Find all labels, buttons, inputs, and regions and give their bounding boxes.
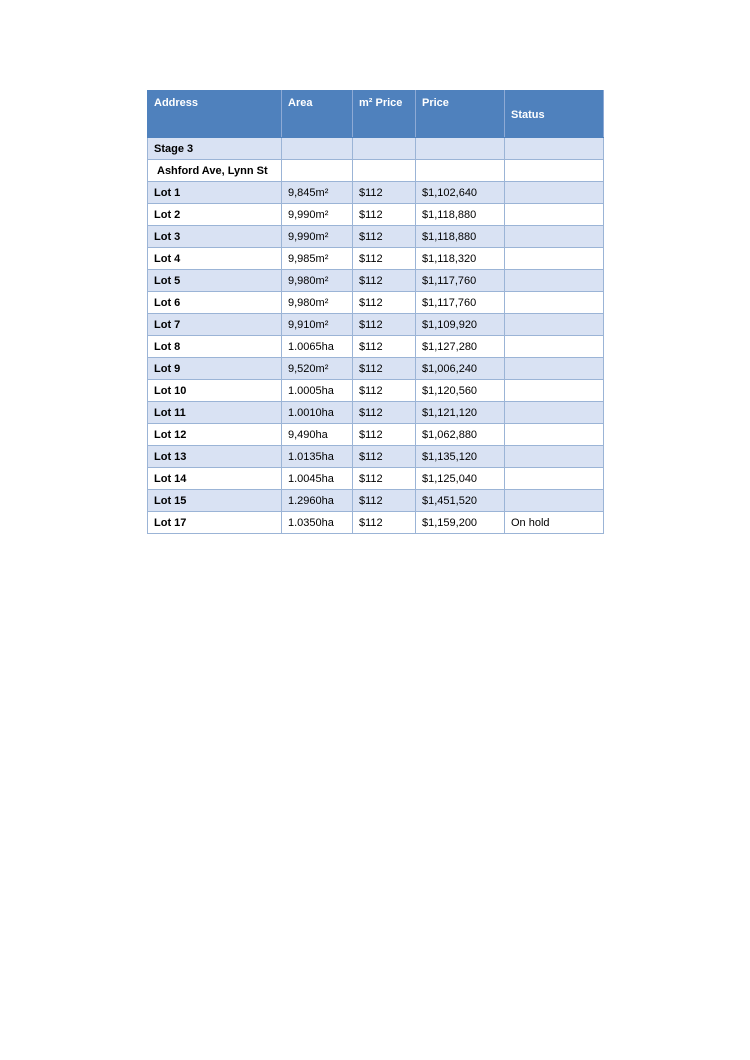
area-cell: 9,910m² <box>282 314 353 336</box>
m2-price-cell: $112 <box>353 226 416 248</box>
stage-label: Stage 3 <box>148 138 282 160</box>
area-cell: 1.0350ha <box>282 512 353 534</box>
lot-cell: Lot 17 <box>148 512 282 534</box>
lot-cell: Lot 7 <box>148 314 282 336</box>
status-cell <box>505 380 604 402</box>
table-row <box>148 358 604 380</box>
m2-price-cell: $112 <box>353 358 416 380</box>
header-row <box>148 91 604 138</box>
header-area: Area <box>282 91 353 138</box>
price-cell: $1,127,280 <box>416 336 505 358</box>
street-row <box>148 160 604 182</box>
m2-price-cell: $112 <box>353 380 416 402</box>
lot-price-table <box>147 90 604 534</box>
empty-cell <box>505 160 604 182</box>
status-cell <box>505 226 604 248</box>
table-row <box>148 204 604 226</box>
lot-cell: Lot 10 <box>148 380 282 402</box>
lot-cell: Lot 14 <box>148 468 282 490</box>
table-row <box>148 424 604 446</box>
price-cell: $1,118,880 <box>416 204 505 226</box>
area-cell: 9,845m² <box>282 182 353 204</box>
m2-price-cell: $112 <box>353 424 416 446</box>
status-cell <box>505 204 604 226</box>
m2-price-cell: $112 <box>353 314 416 336</box>
header-address: Address <box>148 91 282 138</box>
table-row <box>148 182 604 204</box>
lot-cell: Lot 4 <box>148 248 282 270</box>
table-row <box>148 402 604 424</box>
table-row <box>148 270 604 292</box>
m2-price-cell: $112 <box>353 446 416 468</box>
area-cell: 9,980m² <box>282 292 353 314</box>
empty-cell <box>353 160 416 182</box>
price-cell: $1,062,880 <box>416 424 505 446</box>
empty-cell <box>282 138 353 160</box>
table-row <box>148 446 604 468</box>
price-cell: $1,109,920 <box>416 314 505 336</box>
m2-price-cell: $112 <box>353 512 416 534</box>
area-cell: 9,990m² <box>282 204 353 226</box>
price-cell: $1,117,760 <box>416 292 505 314</box>
header-m2-price: m² Price <box>353 91 416 138</box>
status-cell <box>505 358 604 380</box>
price-cell: $1,451,520 <box>416 490 505 512</box>
price-cell: $1,117,760 <box>416 270 505 292</box>
m2-price-cell: $112 <box>353 182 416 204</box>
price-cell: $1,120,560 <box>416 380 505 402</box>
area-cell: 1.0045ha <box>282 468 353 490</box>
area-cell: 1.0135ha <box>282 446 353 468</box>
empty-cell <box>353 138 416 160</box>
empty-cell <box>416 160 505 182</box>
table-row <box>148 314 604 336</box>
lot-cell: Lot 1 <box>148 182 282 204</box>
price-cell: $1,125,040 <box>416 468 505 490</box>
status-cell <box>505 490 604 512</box>
area-cell: 9,985m² <box>282 248 353 270</box>
price-cell: $1,118,320 <box>416 248 505 270</box>
price-cell: $1,102,640 <box>416 182 505 204</box>
m2-price-cell: $112 <box>353 292 416 314</box>
empty-cell <box>416 138 505 160</box>
status-cell: On hold <box>505 512 604 534</box>
lot-cell: Lot 9 <box>148 358 282 380</box>
area-cell: 1.0010ha <box>282 402 353 424</box>
m2-price-cell: $112 <box>353 270 416 292</box>
table-row <box>148 490 604 512</box>
empty-cell <box>282 160 353 182</box>
table-body <box>148 138 604 534</box>
header-price: Price <box>416 91 505 138</box>
status-cell <box>505 446 604 468</box>
lot-cell: Lot 11 <box>148 402 282 424</box>
m2-price-cell: $112 <box>353 402 416 424</box>
status-cell <box>505 270 604 292</box>
table-header <box>148 91 604 138</box>
area-cell: 1.2960ha <box>282 490 353 512</box>
table-row <box>148 512 604 534</box>
lot-cell: Lot 3 <box>148 226 282 248</box>
area-cell: 9,990m² <box>282 226 353 248</box>
price-cell: $1,121,120 <box>416 402 505 424</box>
status-cell <box>505 248 604 270</box>
status-cell <box>505 182 604 204</box>
status-cell <box>505 336 604 358</box>
status-cell <box>505 314 604 336</box>
stage-row <box>148 138 604 160</box>
price-cell: $1,159,200 <box>416 512 505 534</box>
m2-price-cell: $112 <box>353 468 416 490</box>
lot-price-table-wrapper <box>147 90 603 534</box>
empty-cell <box>505 138 604 160</box>
header-status: Status <box>505 91 604 138</box>
status-cell <box>505 468 604 490</box>
lot-cell: Lot 6 <box>148 292 282 314</box>
area-cell: 1.0065ha <box>282 336 353 358</box>
m2-price-cell: $112 <box>353 248 416 270</box>
lot-cell: Lot 15 <box>148 490 282 512</box>
table-row <box>148 248 604 270</box>
price-cell: $1,118,880 <box>416 226 505 248</box>
table-row <box>148 292 604 314</box>
area-cell: 9,490ha <box>282 424 353 446</box>
lot-cell: Lot 2 <box>148 204 282 226</box>
table-row <box>148 468 604 490</box>
m2-price-cell: $112 <box>353 336 416 358</box>
table-row <box>148 380 604 402</box>
table-row <box>148 336 604 358</box>
street-label: Ashford Ave, Lynn St <box>148 160 282 182</box>
status-cell <box>505 292 604 314</box>
m2-price-cell: $112 <box>353 490 416 512</box>
area-cell: 9,980m² <box>282 270 353 292</box>
lot-cell: Lot 12 <box>148 424 282 446</box>
m2-price-cell: $112 <box>353 204 416 226</box>
area-cell: 9,520m² <box>282 358 353 380</box>
status-cell <box>505 402 604 424</box>
lot-cell: Lot 5 <box>148 270 282 292</box>
price-cell: $1,006,240 <box>416 358 505 380</box>
area-cell: 1.0005ha <box>282 380 353 402</box>
table-row <box>148 226 604 248</box>
lot-cell: Lot 13 <box>148 446 282 468</box>
price-cell: $1,135,120 <box>416 446 505 468</box>
lot-cell: Lot 8 <box>148 336 282 358</box>
status-cell <box>505 424 604 446</box>
